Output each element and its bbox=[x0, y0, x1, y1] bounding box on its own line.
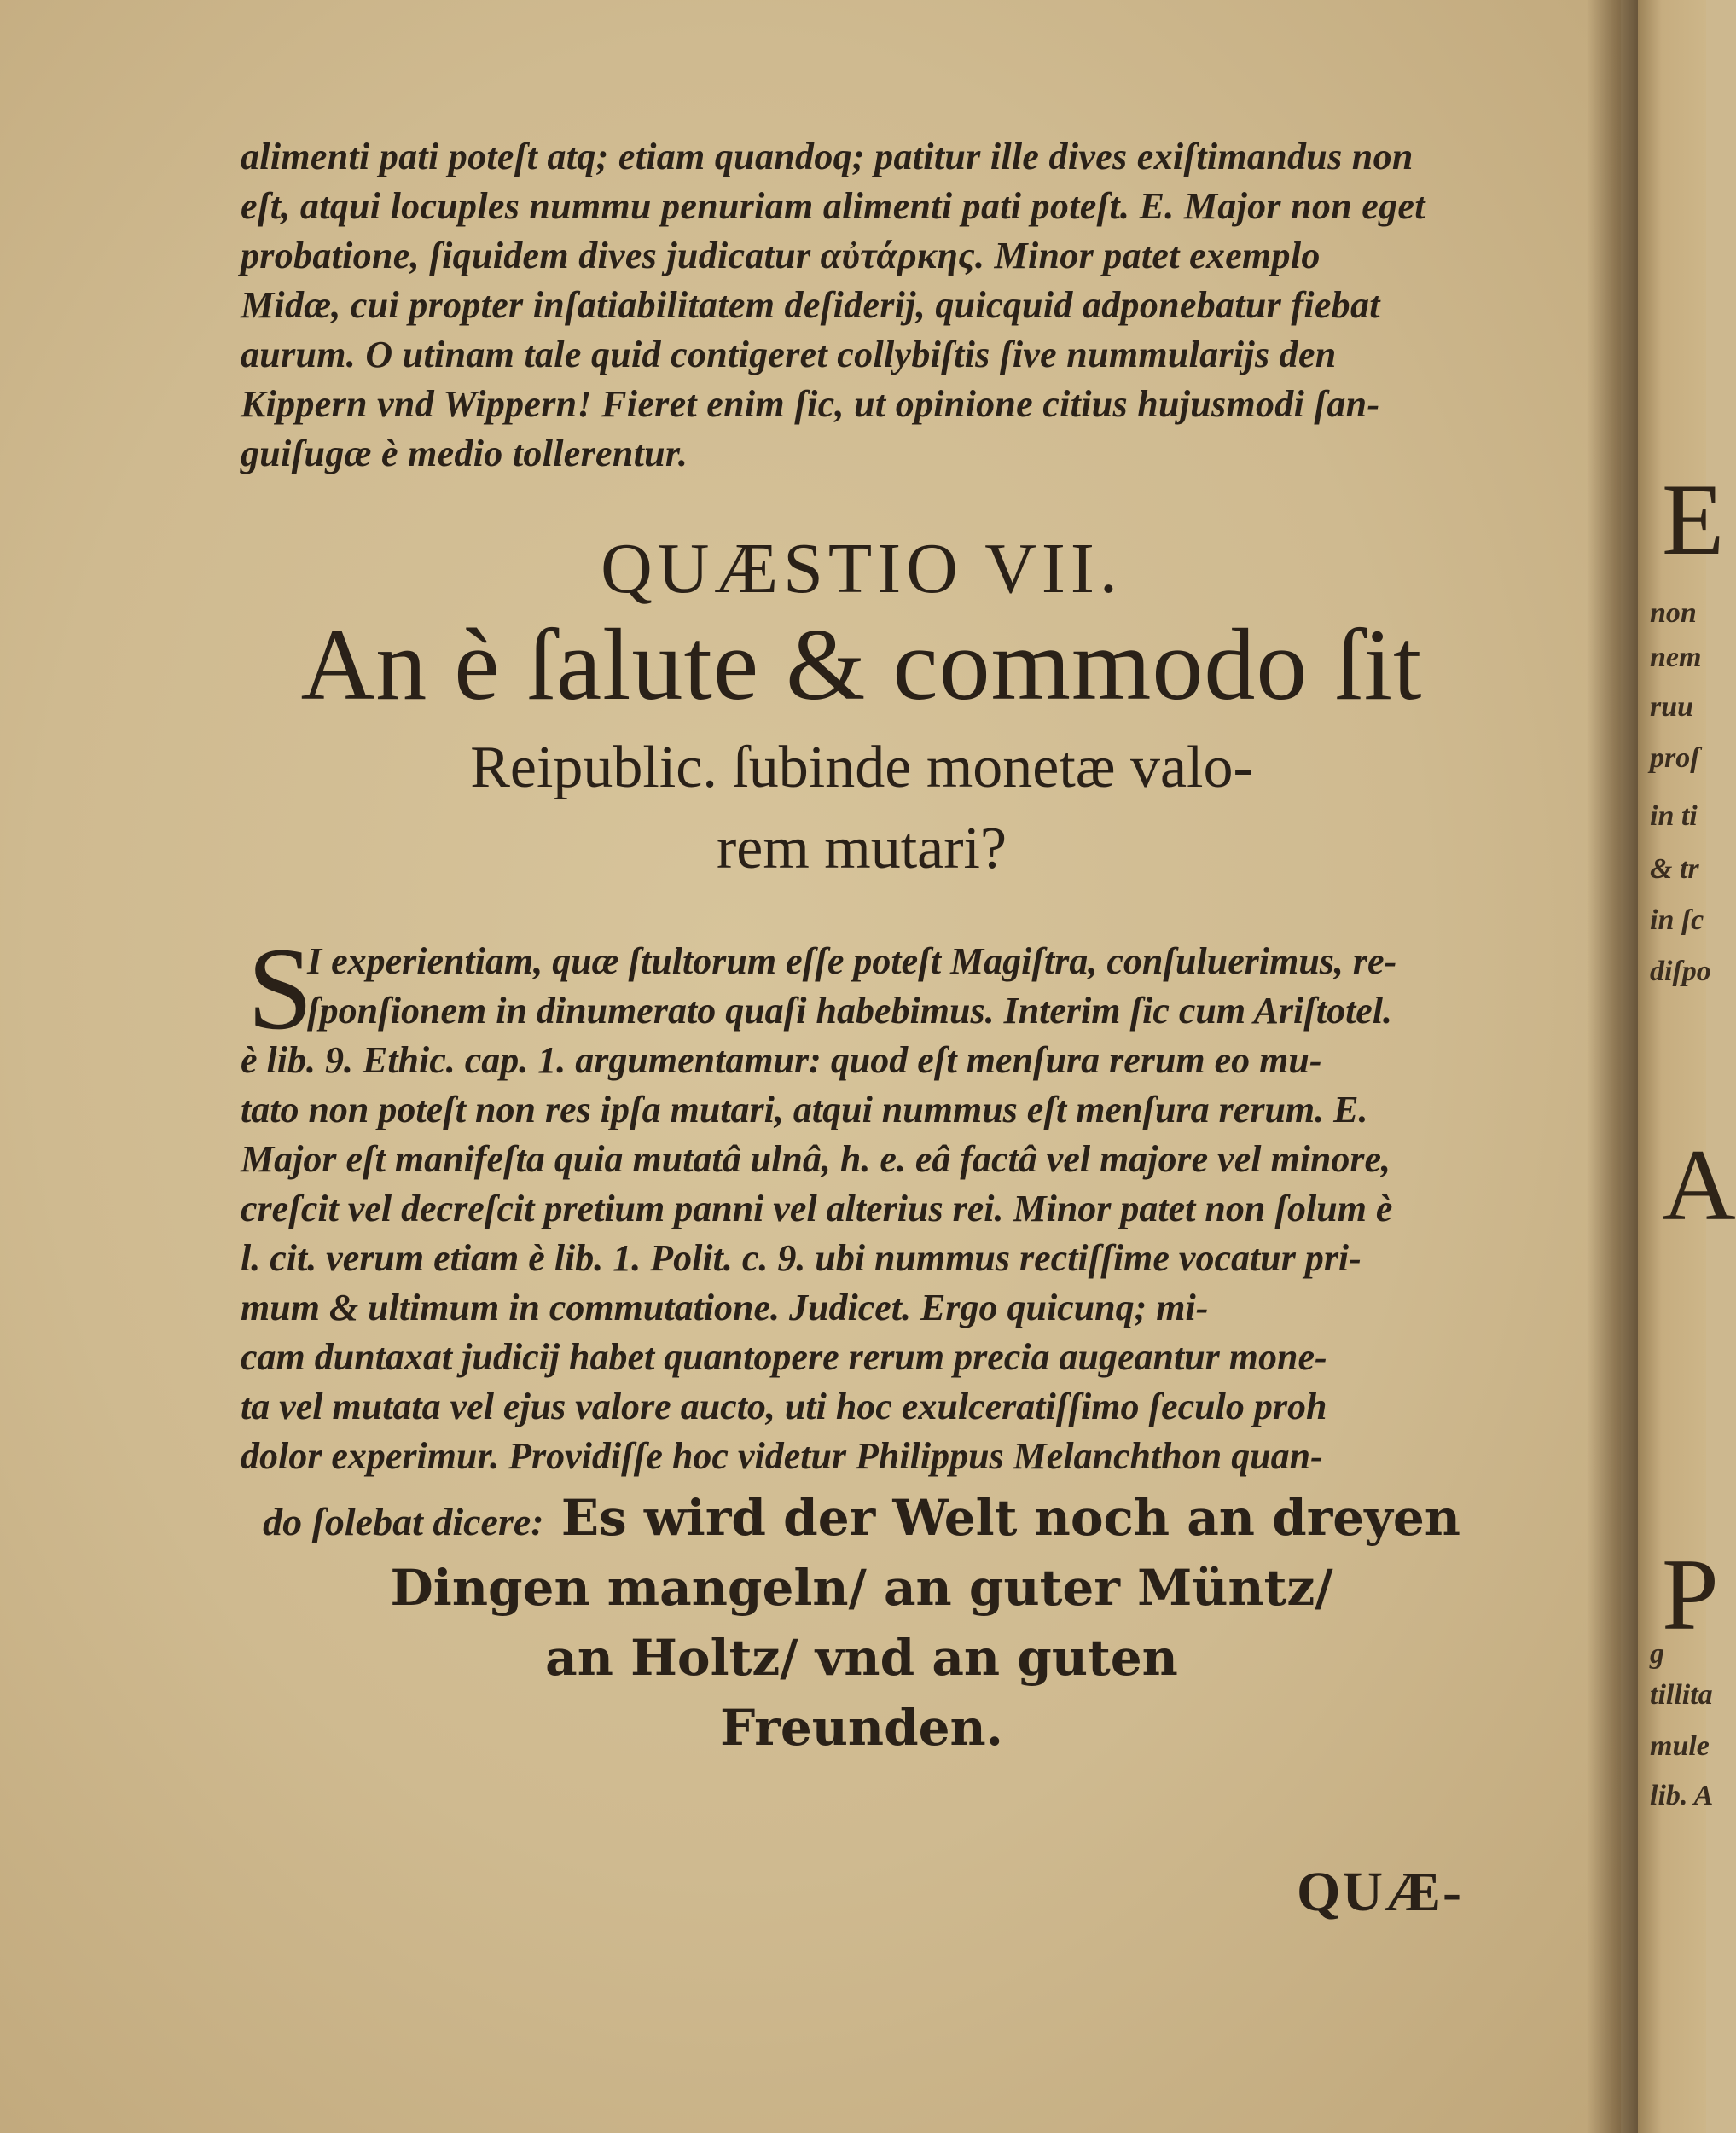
text-line: mum & ultimum in commutatione. Judicet. Ergo quicunq; mi- bbox=[241, 1287, 1209, 1328]
quote-line: an Holtz/ vnd an guten bbox=[545, 1629, 1178, 1687]
top-paragraph bbox=[241, 132, 1476, 479]
facing-fragment: lib. A bbox=[1650, 1780, 1714, 1811]
question-subtitle: rem mutari? bbox=[716, 816, 1007, 881]
text-line: l. cit. verum etiam è lib. 1. Polit. c. 9. ubi nummus rectiſſime vocatur pri- bbox=[241, 1237, 1362, 1279]
text-line: creſcit vel decreſcit pretium panni vel alterius rei. Minor patet non ſolum è bbox=[241, 1188, 1393, 1229]
quote-line: Dingen mangeln/ an guter Müntz/ bbox=[390, 1559, 1333, 1617]
quote-line bbox=[239, 1483, 1484, 1553]
body-paragraph bbox=[241, 923, 1476, 1481]
text-line: alimenti pati poteſt atq; etiam quandoq; patitur ille dives exiſtimandus non bbox=[241, 136, 1414, 177]
facing-fragment: g bbox=[1650, 1638, 1664, 1670]
question-subtitle: Reipublic. ſubinde monetæ valo- bbox=[470, 735, 1253, 800]
quote-text: Es wird der Welt noch an dreyen bbox=[560, 1489, 1460, 1547]
text-line: Midæ, cui propter inſatiabilitatem deſiderij, quicquid adponebatur fiebat bbox=[241, 284, 1380, 326]
facing-initial: E bbox=[1662, 462, 1725, 576]
text-line: cam duntaxat judicij habet quantopere rerum precia augeantur mone- bbox=[241, 1336, 1327, 1378]
facing-fragment: proſ bbox=[1650, 742, 1700, 774]
text-line: Major eſt manifeſta quia mutatâ ulnâ, h. e. eâ factâ vel majore vel minore, bbox=[241, 1138, 1391, 1180]
facing-fragment: in ſc bbox=[1650, 904, 1704, 936]
text-line: dolor experimur. Providiſſe hoc videtur Philippus Melanchthon quan- bbox=[241, 1435, 1323, 1477]
text-line: eſt, atqui locuples nummu penuriam alimenti pati poteſt. E. Major non eget bbox=[241, 185, 1425, 227]
text-line: è lib. 9. Ethic. cap. 1. argumentamur: quod eſt menſura rerum eo mu- bbox=[241, 1039, 1322, 1081]
page-gutter bbox=[1587, 0, 1638, 2133]
facing-fragment: in ti bbox=[1650, 800, 1698, 832]
question-title: An è ſalute & commodo ſit bbox=[300, 607, 1423, 721]
text-line: guiſugæ è medio tollerentur. bbox=[241, 433, 688, 474]
facing-fragment: non bbox=[1650, 597, 1697, 629]
text-line: aurum. O utinam tale quid contigeret collybiſtis ſive nummularijs den bbox=[241, 334, 1337, 375]
german-quote bbox=[239, 1483, 1484, 1763]
facing-fragment: mule bbox=[1650, 1730, 1710, 1762]
quote-line: Freunden. bbox=[720, 1699, 1003, 1757]
question-number: QUÆSTIO VII. bbox=[601, 529, 1123, 608]
facing-fragment: & tr bbox=[1650, 853, 1699, 885]
drop-cap: S bbox=[247, 923, 313, 1054]
text-line: probatione, ſiquidem dives judicatur αὐτάρκης. Minor patet exemplo bbox=[241, 235, 1321, 276]
text-line: ſponſionem in dinumerato quaſi habebimus. Interim ſic cum Ariſtotel. bbox=[307, 990, 1393, 1032]
text-line: Kippern vnd Wippern! Fieret enim ſic, ut opinione citius hujusmodi ſan- bbox=[241, 383, 1380, 425]
text-line: I experientiam, quæ ſtultorum eſſe poteſt Magiſtra, conſuluerimus, re- bbox=[307, 940, 1397, 982]
quote-lead: do ſolebat dicere: bbox=[263, 1500, 544, 1543]
text-line: tato non poteſt non res ipſa mutari, atqui nummus eſt menſura rerum. E. bbox=[241, 1089, 1368, 1130]
facing-fragment: diſpo bbox=[1650, 956, 1711, 987]
catchword: QUÆ- bbox=[1297, 1861, 1463, 1923]
facing-fragment: nem bbox=[1650, 642, 1702, 673]
text-line: ta vel mutata vel ejus valore aucto, uti hoc exulceratiſſimo ſeculo proh bbox=[241, 1386, 1327, 1427]
facing-fragment: tillita bbox=[1650, 1679, 1713, 1711]
facing-initial: A bbox=[1662, 1128, 1736, 1241]
facing-fragment: ruu bbox=[1650, 691, 1694, 723]
facing-initial: P bbox=[1662, 1537, 1719, 1651]
facing-page-edge bbox=[1638, 0, 1736, 2133]
